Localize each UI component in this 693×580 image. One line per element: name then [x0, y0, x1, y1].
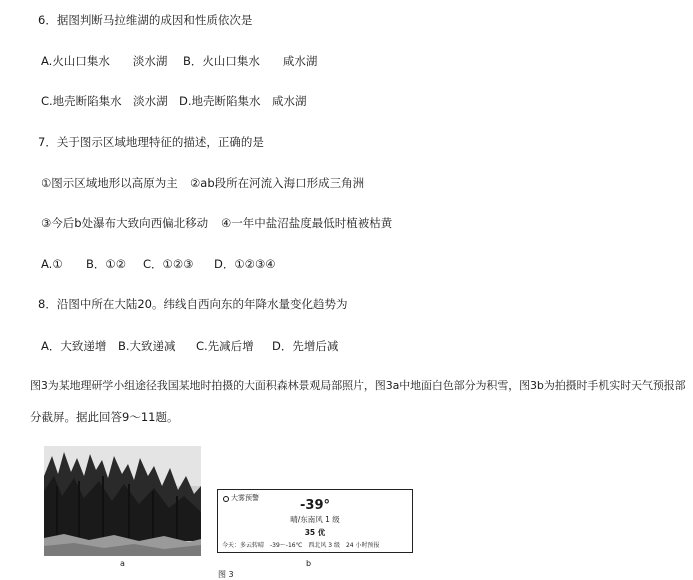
weather-alert-label: 大雾预警 — [231, 494, 259, 502]
forest-photo — [44, 446, 201, 556]
q6-stem: 6．据图判断马拉维湖的成因和性质依次是 — [38, 13, 253, 27]
q8-option-b: B.大致递减 — [118, 339, 176, 353]
q6-option-c: C.地壳断陷集水 淡水湖 — [41, 94, 168, 108]
weather-aqi: 35 优 — [304, 528, 326, 537]
weather-condition: 晴/东南风 1 级 — [290, 515, 340, 524]
q8-stem: 8．沿图中所在大陆20。纬线自西向东的年降水量变化趋势为 — [38, 297, 348, 311]
intro-line-2: 分截屏。据此回答9～11题。 — [30, 410, 179, 424]
q7-statement-3: ③今后b处瀑布大致向西偏北移动 — [41, 216, 209, 230]
q7-option-a: A.① — [41, 257, 63, 271]
q8-option-a: A．大致递增 — [41, 339, 107, 353]
q7-option-b: B．①② — [86, 257, 127, 271]
figure-label-a: a — [120, 559, 125, 568]
q6-option-a: A.火山口集水 淡水湖 — [41, 54, 168, 68]
weather-forecast-line: 今天：多云转晴 -39～-16℃ 西北风 3 级 24 小时预报 — [222, 542, 380, 549]
weather-temperature: -39° — [300, 498, 330, 513]
q8-option-c: C.先减后增 — [196, 339, 254, 353]
figure-caption: 图 3 — [218, 570, 234, 579]
q6-option-b: B．火山口集水 咸水湖 — [183, 54, 318, 68]
intro-line-1: 图3为某地理研学小组途径我国某地时拍摄的大面积森林景观局部照片，图3a中地面白色部分为积雪，图3b为拍摄时手机实时天气预报部 — [30, 379, 686, 392]
q7-statement-4: ④一年中盐沼盐度最低时植被枯黄 — [221, 216, 393, 230]
q7-statement-1: ①图示区域地形以高原为主 — [41, 176, 178, 190]
q7-stem: 7．关于图示区域地理特征的描述，正确的是 — [38, 135, 264, 149]
weather-forecast-panel — [217, 489, 413, 553]
figure-label-b: b — [306, 559, 312, 568]
q8-option-d: D．先增后减 — [272, 339, 339, 353]
q6-option-d: D.地壳断陷集水 咸水湖 — [179, 94, 307, 108]
q7-option-d: D．①②③④ — [214, 257, 276, 271]
q7-option-c: C．①②③ — [143, 257, 194, 271]
q7-statement-2: ②ab段所在河流入海口形成三角洲 — [190, 176, 365, 190]
